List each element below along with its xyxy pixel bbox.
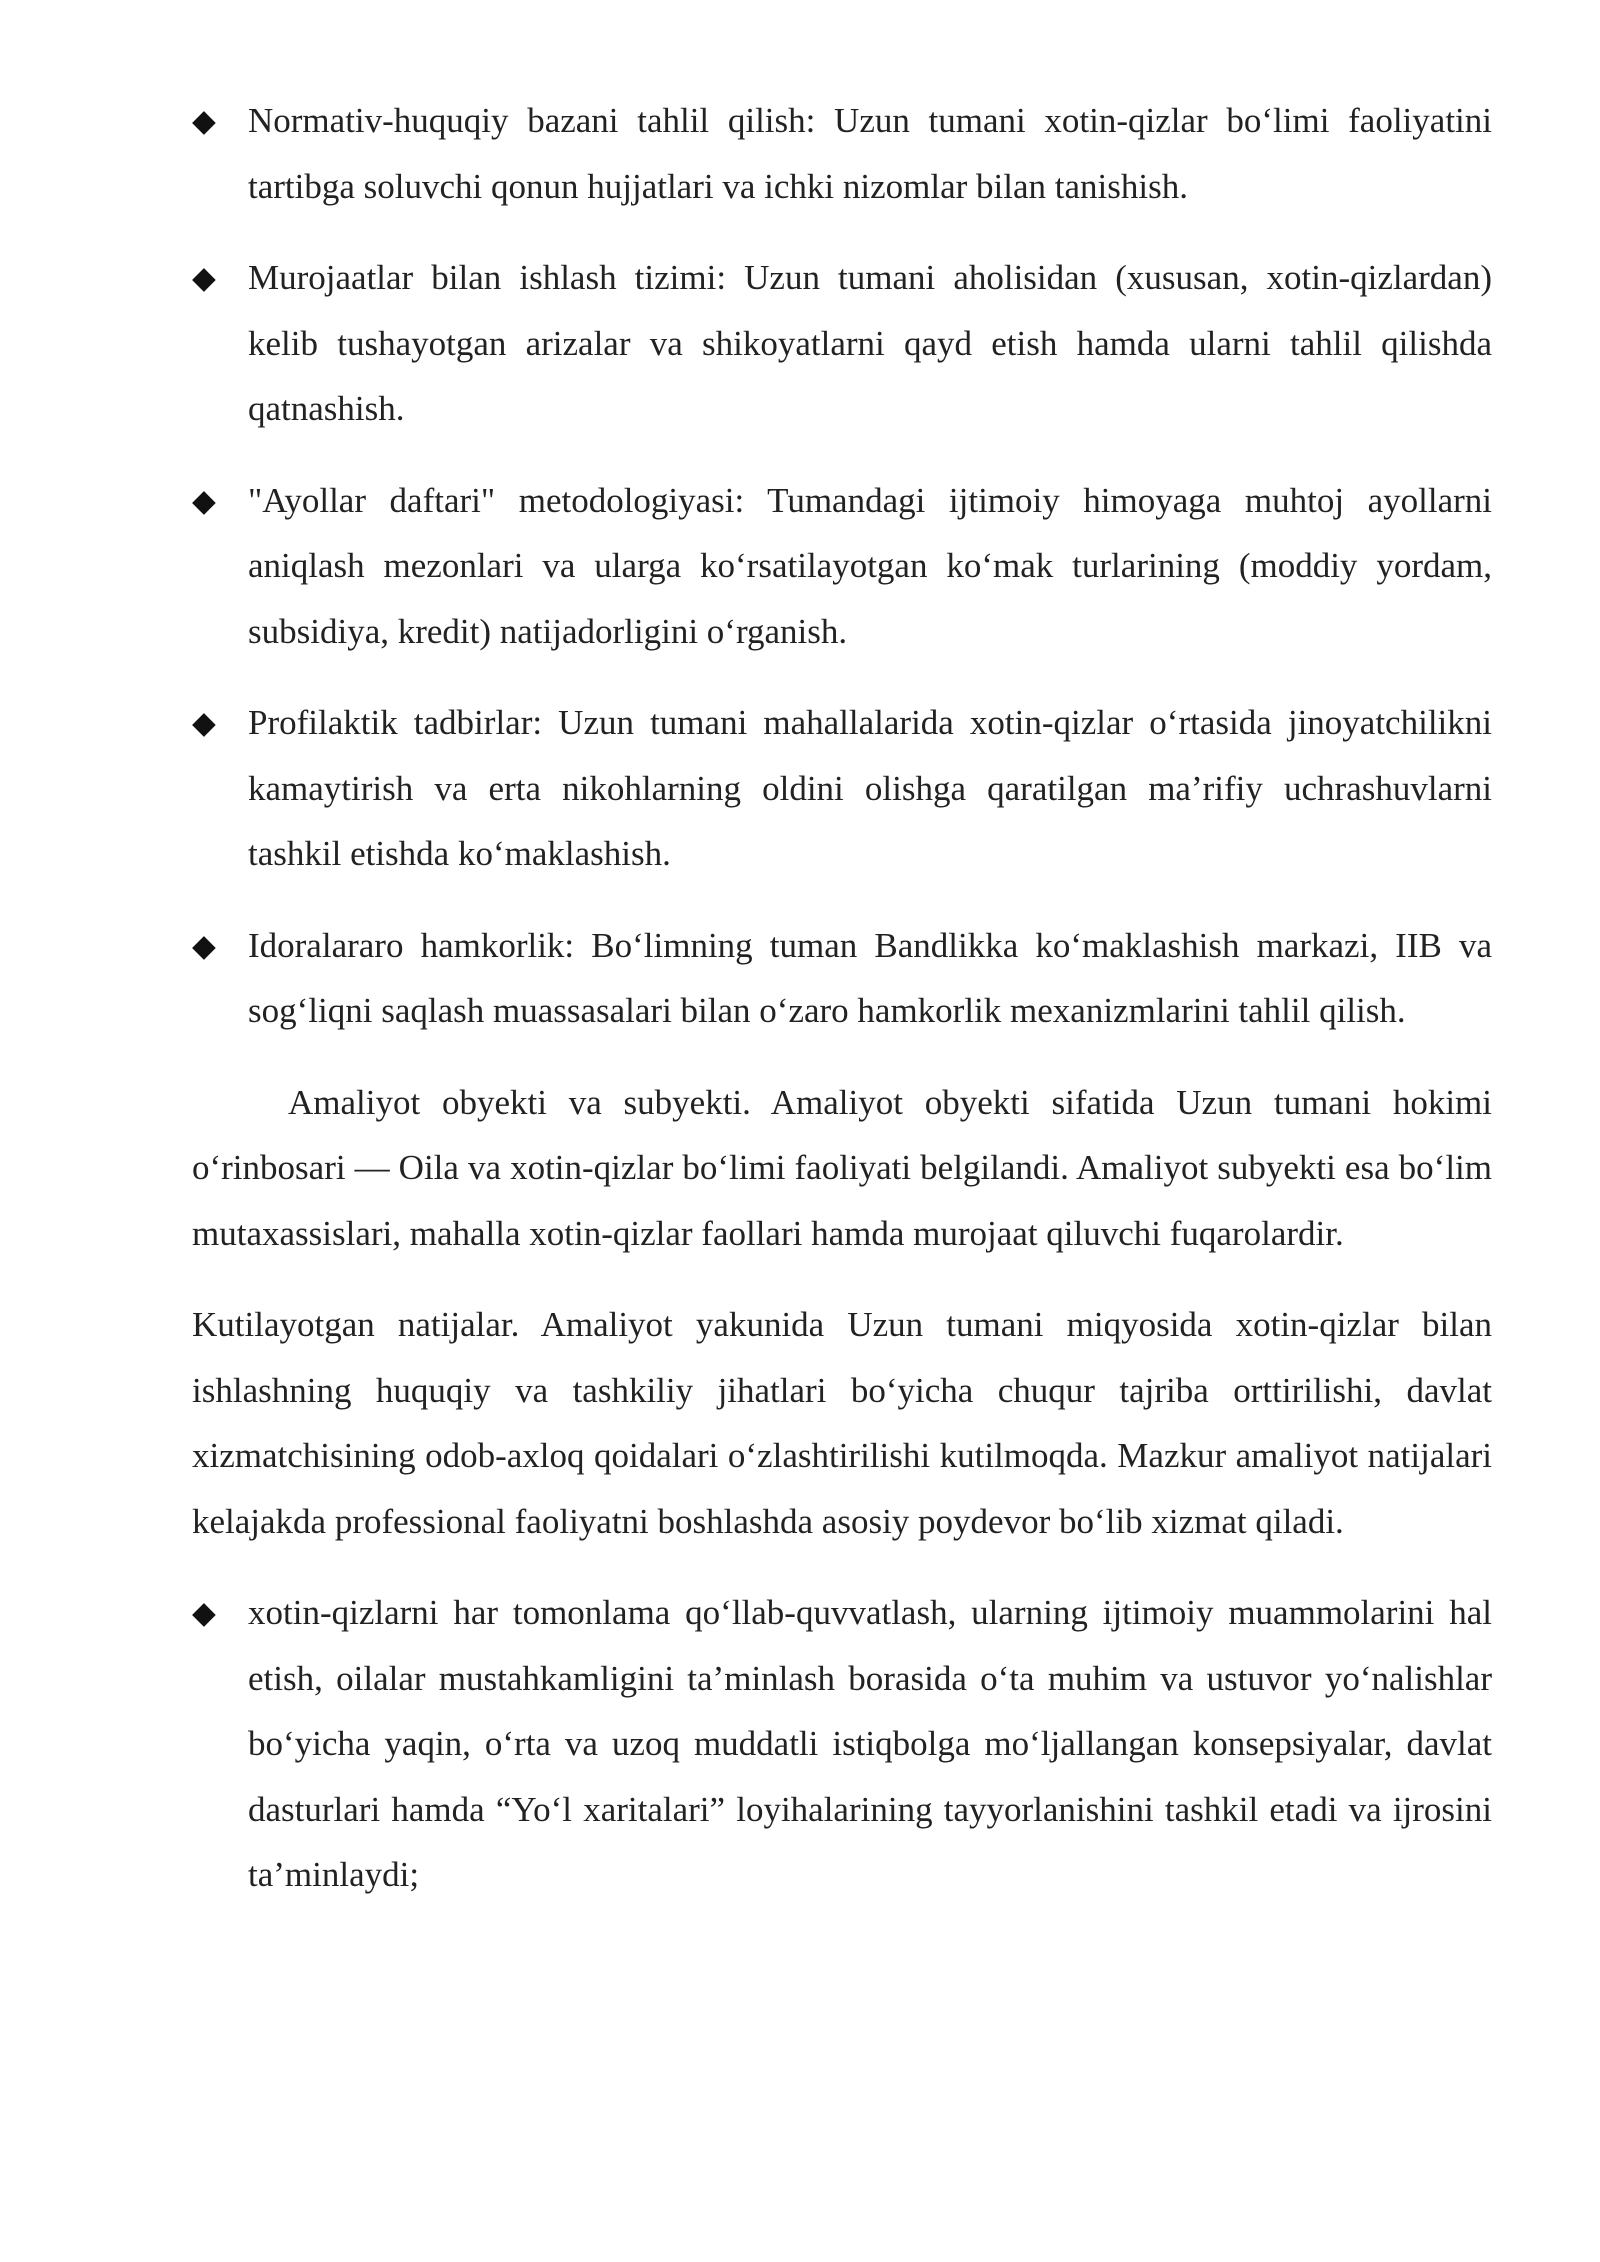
bullet-text: "Ayollar daftari" metodologiyasi: Tumandagi ijtimoiy himoyaga muhtoj ayollarni aniqlash mezonlari va ularga ko‘rsatilayotgan ko‘mak turlarining (moddiy yordam, subsidiya, kredit) natijadorligini o‘rganish.	[248, 480, 1492, 651]
paragraph-object-subject: Amaliyot obyekti va subyekti. Amaliyot obyekti sifatida Uzun tumani hokimi o‘rinbosari — Oila va xotin-qizlar bo‘limi faoliyati belgilandi. Amaliyot subyekti esa bo‘lim mutaxassislari, mahalla xotin-qizlar faollari hamda murojaat qiluvchi fuqarolardir.	[192, 1082, 1492, 1253]
diamond-bullet-icon: ◆	[192, 260, 216, 295]
document-page	[192, 88, 1492, 1934]
bullet-text: xotin-qizlarni har tomonlama qo‘llab-quvvatlash, ularning ijtimoiy muammolarini hal etish, oilalar mustahkamligini ta’minlash borasida o‘ta muhim va ustuvor yo‘nalishlar bo‘yicha yaqin, o‘rta va uzoq muddatli istiqbolga mo‘ljallangan konsepsiyalar, davlat dasturlari hamda “Yo‘l xaritalari” loyihalarining tayyorlanishini tashkil etadi va ijrosini ta’minlaydi;	[248, 1593, 1492, 1894]
paragraph-expected-results: Kutilayotgan natijalar. Amaliyot yakunida Uzun tumani miqyosida xotin-qizlar bilan ishlashning huquqiy va tashkiliy jihatlari bo‘yicha chuqur tajriba orttirilishi, davlat xizmatchisining odob-axloq qoidalari o‘zlashtirilishi kutilmoqda. Mazkur amaliyot natijalari kelajakda professional faoliyatni boshlashda asosiy poydevor bo‘lib xizmat qiladi.	[192, 1305, 1492, 1541]
diamond-bullet-icon: ◆	[192, 482, 216, 518]
bullet-item-preventive-measures	[192, 690, 1492, 887]
diamond-bullet-icon: ◆	[192, 927, 216, 963]
bullet-text: Idoralararo hamkorlik: Bo‘limning tuman Bandlikka ko‘maklashish markazi, IIB va sog‘liqni saqlash muassasalari bilan o‘zaro hamkorlik mexanizmlarini tahlil qilish.	[248, 925, 1492, 1030]
bullet-item-interagency-cooperation	[192, 913, 1492, 1044]
diamond-bullet-icon: ◆	[192, 103, 216, 138]
bullet-text: Normativ-huquqiy bazani tahlil qilish: Uzun tumani xotin-qizlar bo‘limi faoliyatini tartibga soluvchi qonun hujjatlari va ichki nizomlar bilan tanishish.	[248, 101, 1492, 206]
bullet-text: Murojaatlar bilan ishlash tizimi: Uzun tumani aholisidan (xususan, xotin-qizlardan) kelib tushayotgan arizalar va shikoyatlarni qayd etish hamda ularni tahlil qilishda qatnashish.	[248, 258, 1492, 428]
bullet-item-appeals-system	[192, 245, 1492, 442]
diamond-bullet-icon: ◆	[192, 705, 216, 740]
bullet-item-women-notebook	[192, 468, 1492, 665]
bullet-item-normative-basis	[192, 88, 1492, 219]
diamond-bullet-icon: ◆	[192, 1595, 216, 1630]
bullet-text: Profilaktik tadbirlar: Uzun tumani mahallalarida xotin-qizlar o‘rtasida jinoyatchilikni kamaytirish va erta nikohlarning oldini olishga qaratilgan ma’rifiy uchrashuvlarni tashkil etishda ko‘maklashish.	[248, 703, 1492, 873]
bullet-item-comprehensive-support	[192, 1580, 1492, 1908]
